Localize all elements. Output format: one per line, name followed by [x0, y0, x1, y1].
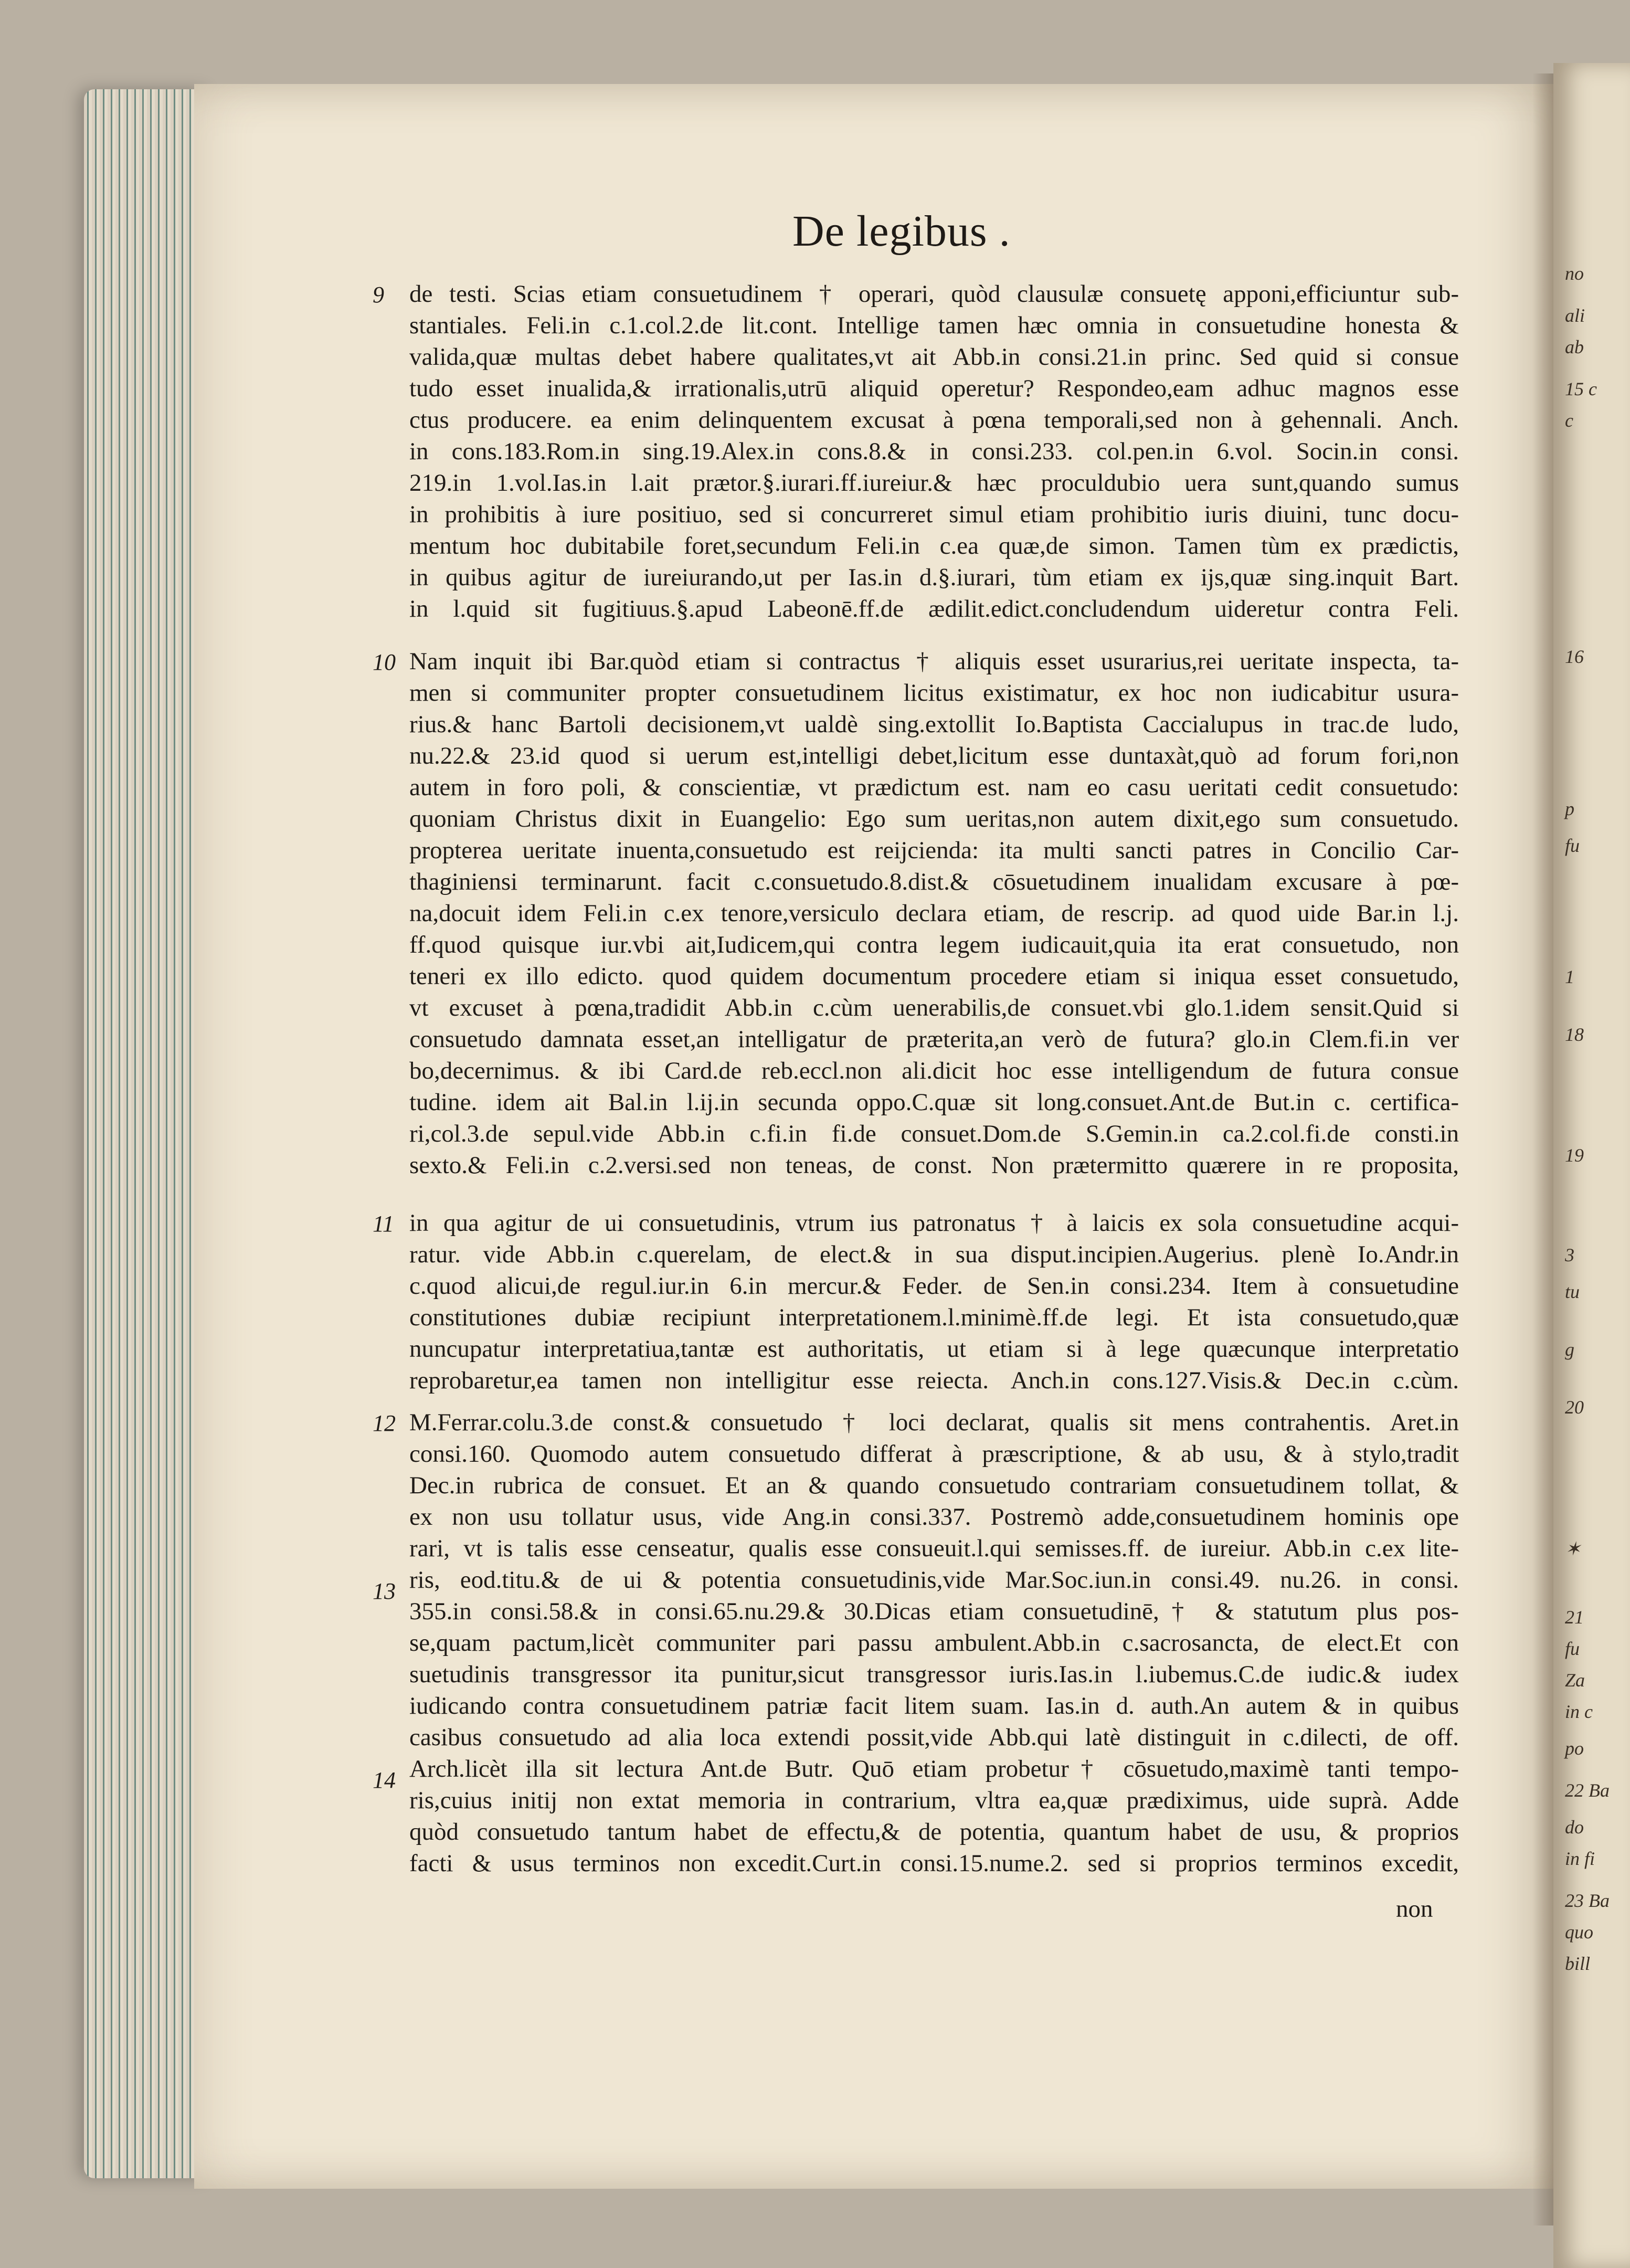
- margin-number: 9: [373, 282, 384, 308]
- text-line: M.Ferrar.colu.3.de const.& consuetudo † loci declarat, qualis sit mens contrahentis. Aret.in: [409, 1409, 1459, 1436]
- text-line: autem in foro poli, & conscientiæ, vt prædictum est. nam eo casu ueritati cedit consuetudo:: [409, 774, 1459, 801]
- facing-fragment: fu: [1565, 1638, 1580, 1659]
- margin-number: 11: [373, 1211, 394, 1237]
- facing-fragment: in fi: [1565, 1848, 1595, 1869]
- text-line: quòd consuetudo tantum habet de effectu,& de potentia, quantum habet de usu, & proprios: [409, 1818, 1459, 1845]
- text-line: facti & usus terminos non excedit.Curt.in consi.15.nume.2. sed si proprios terminos excedit,: [409, 1850, 1459, 1877]
- facing-fragment: 21: [1565, 1607, 1584, 1628]
- text-line: reprobaretur,ea tamen non intelligitur esse reiecta. Anch.in cons.127.Visis.& Dec.in c.cùm.: [409, 1367, 1459, 1394]
- text-line: nuncupatur interpretatiua,tantæ est authoritatis, ut etiam si à lege quæcunque interpretatio: [409, 1335, 1459, 1363]
- margin-number: 10: [373, 649, 396, 675]
- text-line: mentum hoc dubitabile foret,secundum Feli.in c.ea quæ,de simon. Tamen tùm ex prædictis,: [409, 532, 1459, 560]
- text-line: in prohibitis à iure positiuo, sed si concurreret simul etiam prohibitio iuris diuini, tunc docu-: [409, 501, 1459, 528]
- facing-fragment: 3: [1565, 1244, 1574, 1265]
- text-line: ff.quod quisque iur.vbi ait,Iudicem,qui contra legem iudicauit,quia ita erat consuetudo, non: [409, 931, 1459, 958]
- facing-fragment: c: [1565, 410, 1573, 431]
- text-line: valida,quæ multas debet habere qualitates,vt ait Abb.in consi.21.in princ. Sed quid si consue: [409, 343, 1459, 371]
- text-line: se,quam pactum,licèt communiter pari passu ambulent.Abb.in c.sacrosancta, de elect.Et con: [409, 1629, 1459, 1657]
- facing-fragment: 19: [1565, 1145, 1584, 1166]
- facing-fragment: in c: [1565, 1701, 1593, 1722]
- text-line: de testi. Scias etiam consuetudinem † operari, quòd clausulæ consuetę apponi,efficiuntur sub-: [409, 280, 1459, 308]
- text-line: 355.in consi.58.& in consi.65.nu.29.& 30.Dicas etiam consuetudinē,† & statutum plus pos-: [409, 1598, 1459, 1625]
- text-line: suetudinis transgressor ita punitur,sicut transgressor iuris.Ias.in l.iubemus.C.de iudic.& iudex: [409, 1661, 1459, 1688]
- facing-fragment: 22 Ba: [1565, 1780, 1610, 1801]
- margin-number: 12: [373, 1410, 396, 1436]
- facing-fragment: tu: [1565, 1281, 1580, 1302]
- text-line: consi.160. Quomodo autem consuetudo differat à præscriptione, & ab usu, & à stylo,tradit: [409, 1440, 1459, 1468]
- text-line: teneri ex illo edicto. quod quidem documentum procedere etiam si iniqua esset consuetudo,: [409, 963, 1459, 990]
- facing-fragment: do: [1565, 1817, 1584, 1838]
- facing-fragment: 15 c: [1565, 378, 1597, 399]
- text-line: ratur. vide Abb.in c.querelam, de elect.& in sua disput.incipien.Augerius. plenè Io.Andr.in: [409, 1241, 1459, 1268]
- text-line: ex non usu tollatur usus, vide Ang.in consi.337. Postremò adde,consuetudinem hominis ope: [409, 1503, 1459, 1531]
- facing-fragment: ab: [1565, 336, 1584, 357]
- text-line: quoniam Christus dixit in Euangelio: Ego sum ueritas,non autem dixit,ego sum consuetudo.: [409, 805, 1459, 832]
- text-line: thaginiensi terminarunt. facit c.consuetudo.8.dist.& cōsuetudinem inualidam excusare à pœ-: [409, 868, 1459, 895]
- facing-fragment: 16: [1565, 646, 1584, 667]
- text-line: ris, eod.titu.& de ui & potentia consuetudinis,vide Mar.Soc.iun.in consi.49. nu.26. in consi.: [409, 1566, 1459, 1594]
- facing-fragment: 20: [1565, 1397, 1584, 1418]
- facing-fragment: po: [1565, 1738, 1584, 1759]
- facing-fragment: quo: [1565, 1922, 1593, 1943]
- margin-number: 14: [373, 1767, 396, 1793]
- text-line: in quibus agitur de iureiurando,ut per Ias.in d.§.iurari, tùm etiam ex ijs,quæ sing.inquit Bart.: [409, 564, 1459, 591]
- text-line: tudine. idem ait Bal.in l.ij.in secunda oppo.C.quæ sit long.consuet.Ant.de But.in c. certifica-: [409, 1089, 1459, 1116]
- text-line: ctus producere. ea enim delinquentem excusat à pœna temporali,sed non à gehennali. Anch.: [409, 406, 1459, 434]
- text-line: constitutiones dubiæ recipiunt interpretationem.l.minimè.ff.de legi. Et ista consuetudo,quæ: [409, 1304, 1459, 1331]
- facing-fragment: p: [1565, 798, 1574, 819]
- text-line: bo,decernimus. & ibi Card.de reb.eccl.non ali.dicit hoc esse intelligendum de futura consue: [409, 1057, 1459, 1084]
- text-line: propterea ueritate inuenta,consuetudo est reijcienda: ita multi sancti patres in Concilio Car-: [409, 837, 1459, 864]
- text-line: Nam inquit ibi Bar.quòd etiam si contractus † aliquis esset usurarius,rei ueritate inspecta, ta-: [409, 648, 1459, 675]
- facing-fragment: 18: [1565, 1024, 1584, 1045]
- text-line: Dec.in rubrica de consuet. Et an & quando consuetudo contrariam consuetudinem tollat, &: [409, 1472, 1459, 1499]
- text-line: rius.& hanc Bartoli decisionem,vt ualdè sing.extollit Io.Baptista Caccialupus in trac.de ludo,: [409, 711, 1459, 738]
- facing-fragment: no: [1565, 263, 1584, 284]
- text-line: ri,col.3.de sepul.vide Abb.in c.fi.in fi.de consuet.Dom.de S.Gemin.in ca.2.col.fi.de consti.in: [409, 1120, 1459, 1147]
- facing-fragment: fu: [1565, 835, 1580, 856]
- text-line: c.quod alicui,de regul.iur.in 6.in mercur.& Feder. de Sen.in consi.234. Item à consuetudine: [409, 1272, 1459, 1300]
- text-line: in cons.183.Rom.in sing.19.Alex.in cons.8.& in consi.233. col.pen.in 6.vol. Socin.in consi.: [409, 438, 1459, 465]
- text-line: consuetudo damnata esset,an intelligatur de præterita,an verò de futura? glo.in Clem.fi.in ver: [409, 1026, 1459, 1053]
- facing-fragment: 1: [1565, 966, 1574, 987]
- text-line: 219.in 1.vol.Ias.in l.ait prætor.§.iurari.ff.iureiur.& hæc proculdubio uera sunt,quando sumus: [409, 469, 1459, 497]
- text-line: nu.22.& 23.id quod si uerum est,intelligi debet,licitum esse duntaxàt,quò ad forum fori,non: [409, 742, 1459, 769]
- text-line: sexto.& Feli.in c.2.versi.sed non teneas, de const. Non prætermitto quærere in re proposita,: [409, 1152, 1459, 1179]
- facing-fragment: ali: [1565, 305, 1585, 326]
- text-line: vt excuset à pœna,tradidit Abb.in c.cùm uenerabilis,de consuet.vbi glo.1.idem sensit.Quid si: [409, 994, 1459, 1021]
- text-line: ris,cuius initij non extat memoria in contrarium, vltra ea,quæ prædiximus, uide suprà. Adde: [409, 1787, 1459, 1814]
- text-line: rari, vt is talis esse censeatur, qualis esse consueuit.l.qui semisses.ff. de iureiur. Abb.in c.ex lite-: [409, 1535, 1459, 1562]
- text-line: tudo esset inualida,& irrationalis,utrū aliquid operetur? Respondeo,eam adhuc magnos esse: [409, 375, 1459, 402]
- margin-number: 13: [373, 1578, 396, 1604]
- text-line: iudicando contra consuetudinem patriæ facit litem suam. Ias.in d. auth.An autem & in quibus: [409, 1692, 1459, 1720]
- text-line: in l.quid sit fugitiuus.§.apud Labeonē.ff.de ædilit.edict.concludendum uideretur contra Feli.: [409, 595, 1459, 623]
- text-line: casibus consuetudo ad alia loca extendi possit,vide Abb.qui latè distinguit in c.dilecti, de off.: [409, 1724, 1459, 1751]
- facing-fragment: 23 Ba: [1565, 1890, 1610, 1911]
- text-line: Arch.licèt illa sit lectura Ant.de Butr. Quō etiam probetur† cōsuetudo,maximè tanti tempo-: [409, 1755, 1459, 1782]
- text-line: in qua agitur de ui consuetudinis, vtrum ius patronatus † à laicis ex sola consuetudine acqui-: [409, 1209, 1459, 1237]
- facing-fragment: bill: [1565, 1953, 1591, 1974]
- catchword: non: [1396, 1895, 1433, 1923]
- text-line: stantiales. Feli.in c.1.col.2.de lit.cont. Intellige tamen hæc omnia in consuetudine honesta &: [409, 312, 1459, 339]
- facing-fragment: Za: [1565, 1670, 1585, 1691]
- running-title: De legibus .: [792, 207, 1011, 256]
- facing-fragment: ✶: [1565, 1538, 1581, 1559]
- text-line: na,docuit idem Feli.in c.ex tenore,versiculo declara etiam, de rescrip. ad quod uide Bar.in l.j.: [409, 900, 1459, 927]
- facing-fragment: g: [1565, 1339, 1574, 1360]
- text-line: men si communiter propter consuetudinem licitus existimatur, ex hoc non iudicabitur usura-: [409, 679, 1459, 706]
